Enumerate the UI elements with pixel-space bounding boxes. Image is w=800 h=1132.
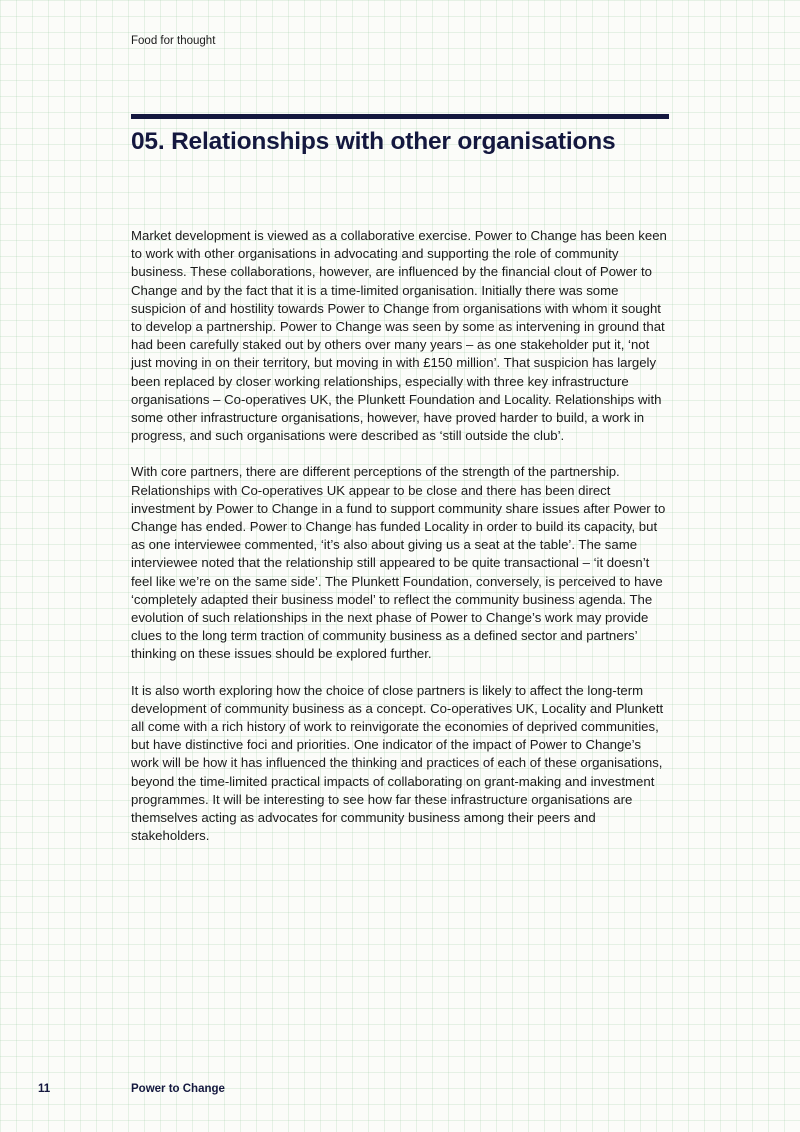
footer-organisation: Power to Change <box>131 1083 225 1095</box>
paragraph-3: It is also worth exploring how the choice of close partners is likely to affect the long-term development of community business as a concept. Co-operatives UK, Locality and Plunkett all come with a rich history of work to reinvigorate the economies of deprived communities, but have distinctive foci and priorities. One indicator of the impact of Power to Change’s work will be how it has influenced the thinking and practices of each of these organisations, beyond the time-limited practical impacts of collaborating on grant-making and investment programmes. It will be interesting to see how far these infrastructure organisations are themselves acting as advocates for community business among their peers and stakeholders. <box>131 682 664 844</box>
body-text <box>131 227 671 864</box>
section-title: 05. Relationships with other organisations <box>131 128 616 155</box>
paragraph-2: With core partners, there are different perceptions of the strength of the partnership. Relationships with Co-operatives UK appear to be close and there has been direct investment by Power to Change in a fund to support community share issues after Power to Change has ended. Power to Change has funded Locality in order to build its capacity, but as one interviewee commented, ‘it’s also about giving us a seat at the table’. The same interviewee noted that the relationship still appeared to be quite transactional – ‘it doesn’t feel like we’re on the same side’. The Plunkett Foundation, conversely, is perceived to have ‘completely adapted their business model’ to reflect the community business agenda. The evolution of such relationships in the next phase of Power to Change’s work may provide clues to the long term traction of community business as a defined sector and partners’ thinking on these issues should be explored further. <box>131 464 666 662</box>
paragraph-1: Market development is viewed as a collaborative exercise. Power to Change has been keen to work with other organisations in advocating and supporting the role of community business. These collaborations, however, are influenced by the financial clout of Power to Change and by the fact that it is a time-limited organisation. Initially there was some suspicion of and hostility towards Power to Change from organisations with whom it sought to develop a partnership. Power to Change was seen by some as intervening in ground that had been carefully staked out by others over many years – as one stakeholder put it, ‘not just moving in on their territory, but moving in with £150 million’. That suspicion has largely been replaced by closer working relationships, especially with three key infrastructure organisations – Co-operatives UK, the Plunkett Foundation and Locality. Relationships with some other infrastructure organisations, however, have proved harder to build, a work in progress, and such organisations were described as ‘still outside the club’. <box>131 228 667 444</box>
running-header: Food for thought <box>131 35 216 47</box>
page-number: 11 <box>38 1083 51 1095</box>
title-rule <box>131 114 669 119</box>
